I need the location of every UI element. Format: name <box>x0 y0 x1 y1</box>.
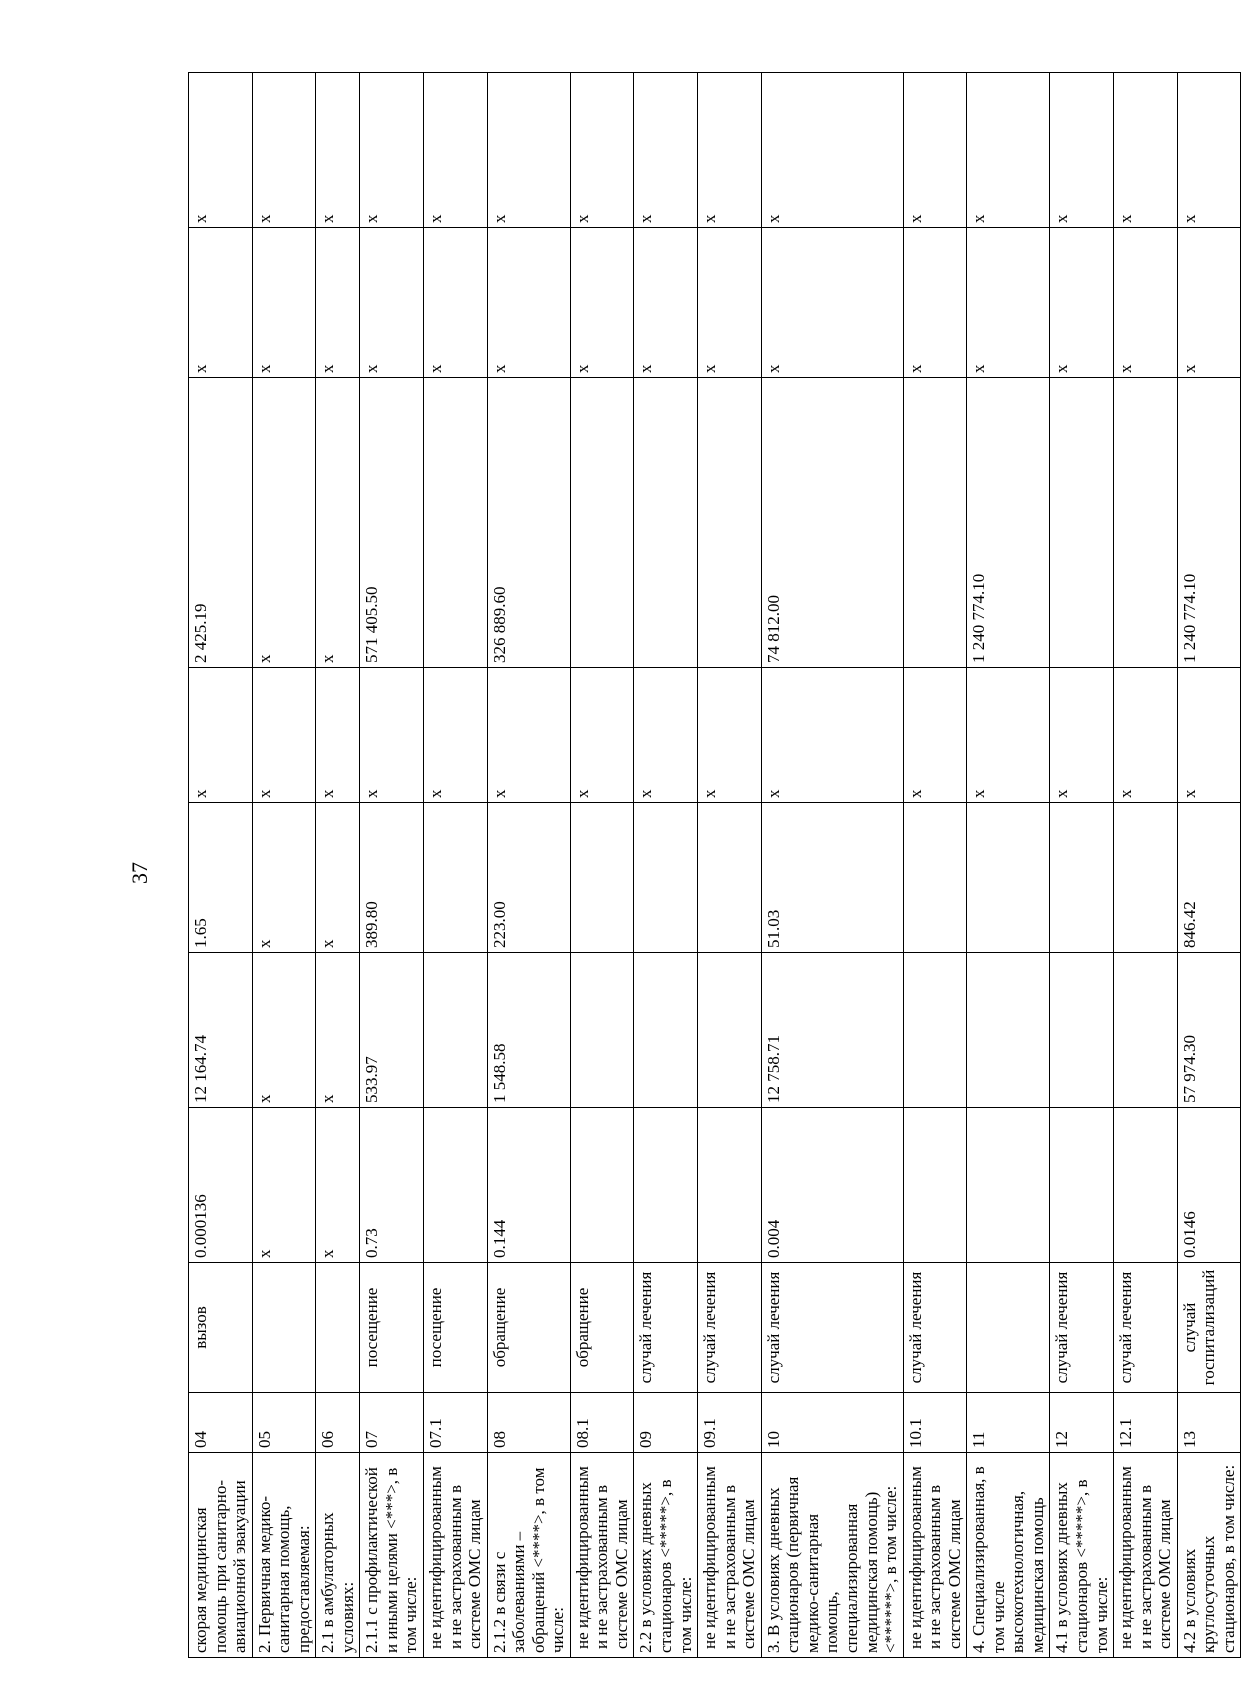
cell-row-code: 12.1 <box>1114 1393 1178 1453</box>
cell-cost: 57 974.30 <box>1177 953 1241 1108</box>
cell-col-x3: х <box>189 73 253 228</box>
cell-unit <box>252 1263 316 1393</box>
cell-cost: 12 164.74 <box>189 953 253 1108</box>
cell-amount: 1 240 774.10 <box>1177 378 1241 668</box>
cell-amount <box>570 378 634 668</box>
cell-amount: 571 405.50 <box>360 378 424 668</box>
cell-amount <box>1114 378 1178 668</box>
cell-cost <box>903 953 967 1108</box>
cell-cost <box>570 953 634 1108</box>
cell-col-x2: х <box>424 228 488 378</box>
table-row <box>570 73 634 1658</box>
cell-col-x3: х <box>424 73 488 228</box>
cell-col-x1: х <box>761 668 903 803</box>
cell-col-x2: х <box>903 228 967 378</box>
cell-row-code: 12 <box>1050 1393 1114 1453</box>
cell-volume: 0.000136 <box>189 1108 253 1263</box>
cell-col-x1: х <box>570 668 634 803</box>
table-row <box>903 73 967 1658</box>
cell-row-code: 06 <box>316 1393 360 1453</box>
cell-row-code: 04 <box>189 1393 253 1453</box>
cell-amount: х <box>252 378 316 668</box>
cell-volume <box>634 1108 698 1263</box>
cell-unit: обращение <box>487 1263 570 1393</box>
cell-volume: 0.0146 <box>1177 1108 1241 1263</box>
data-table <box>188 72 1241 1658</box>
cell-col-x3: х <box>634 73 698 228</box>
cell-unit: случай госпитализаций <box>1177 1263 1241 1393</box>
cell-row-code: 09.1 <box>698 1393 762 1453</box>
cell-row-label: не идентифицированным и не застрахованным в системе ОМС лицам <box>698 1453 762 1658</box>
cell-col-x2: х <box>698 228 762 378</box>
cell-row-code: 05 <box>252 1393 316 1453</box>
cell-cost <box>698 953 762 1108</box>
cell-col-x1: х <box>1050 668 1114 803</box>
cell-row-code: 13 <box>1177 1393 1241 1453</box>
table-row <box>761 73 903 1658</box>
cell-row-code: 09 <box>634 1393 698 1453</box>
cell-amount: х <box>316 378 360 668</box>
table-row <box>424 73 488 1658</box>
cell-col-x1: х <box>1177 668 1241 803</box>
cell-row-label: 2.1 в амбулаторных условиях: <box>316 1453 360 1658</box>
cell-row-label: 4. Специализированная, в том числе высокотехнологичная, медицинская помощь <box>967 1453 1050 1658</box>
cell-amount <box>634 378 698 668</box>
cell-norm: 1.65 <box>189 803 253 953</box>
cell-col-x3: х <box>698 73 762 228</box>
cell-amount: 2 425.19 <box>189 378 253 668</box>
cell-norm <box>1114 803 1178 953</box>
cell-col-x2: х <box>1050 228 1114 378</box>
cell-unit: случай лечения <box>903 1263 967 1393</box>
cell-unit: обращение <box>570 1263 634 1393</box>
table-row <box>252 73 316 1658</box>
cell-volume: 0.73 <box>360 1108 424 1263</box>
cell-col-x2: х <box>252 228 316 378</box>
cell-amount <box>1050 378 1114 668</box>
cell-row-code: 07 <box>360 1393 424 1453</box>
cell-volume: х <box>316 1108 360 1263</box>
cell-norm: 389.80 <box>360 803 424 953</box>
cell-col-x1: х <box>634 668 698 803</box>
cell-col-x2: х <box>487 228 570 378</box>
cell-col-x3: х <box>360 73 424 228</box>
table-row <box>1050 73 1114 1658</box>
cell-row-code: 11 <box>967 1393 1050 1453</box>
cell-amount: 1 240 774.10 <box>967 378 1050 668</box>
cell-volume: 0.144 <box>487 1108 570 1263</box>
cell-col-x3: х <box>487 73 570 228</box>
cell-volume <box>967 1108 1050 1263</box>
table-row <box>487 73 570 1658</box>
cell-unit <box>316 1263 360 1393</box>
cell-norm: 51.03 <box>761 803 903 953</box>
cell-row-code: 10.1 <box>903 1393 967 1453</box>
cell-col-x1: х <box>316 668 360 803</box>
cell-norm <box>698 803 762 953</box>
cell-col-x2: х <box>761 228 903 378</box>
cell-col-x1: х <box>252 668 316 803</box>
cell-norm <box>424 803 488 953</box>
page-number: 37 <box>127 862 152 884</box>
cell-unit: посещение <box>360 1263 424 1393</box>
cell-row-code: 07.1 <box>424 1393 488 1453</box>
cell-row-label: не идентифицированным и не застрахованным в системе ОМС лицам <box>1114 1453 1178 1658</box>
table-row <box>1114 73 1178 1658</box>
cell-col-x1: х <box>189 668 253 803</box>
table-row <box>189 73 253 1658</box>
cell-unit: случай лечения <box>761 1263 903 1393</box>
cell-row-label: не идентифицированным и не застрахованным в системе ОМС лицам <box>424 1453 488 1658</box>
cell-volume: 0.004 <box>761 1108 903 1263</box>
cell-col-x2: х <box>1177 228 1241 378</box>
cell-col-x2: х <box>634 228 698 378</box>
cell-norm: 223.00 <box>487 803 570 953</box>
cell-amount <box>903 378 967 668</box>
cell-col-x3: х <box>903 73 967 228</box>
cell-col-x2: х <box>967 228 1050 378</box>
cell-volume <box>1114 1108 1178 1263</box>
cell-volume <box>903 1108 967 1263</box>
table-row <box>967 73 1050 1658</box>
cell-row-label: 3. В условиях дневных стационаров (первичная медико-санитарная помощь, специализированная медицинская помощь) <******>, в том числе: <box>761 1453 903 1658</box>
cell-volume: х <box>252 1108 316 1263</box>
cell-unit: случай лечения <box>1114 1263 1178 1393</box>
cell-col-x1: х <box>360 668 424 803</box>
cell-col-x3: х <box>316 73 360 228</box>
cell-norm <box>903 803 967 953</box>
table-row <box>1177 73 1241 1658</box>
cell-unit: посещение <box>424 1263 488 1393</box>
cell-cost <box>1050 953 1114 1108</box>
cell-amount: 74 812.00 <box>761 378 903 668</box>
cell-cost <box>634 953 698 1108</box>
cell-unit <box>967 1263 1050 1393</box>
cell-row-label: не идентифицированным и не застрахованным в системе ОМС лицам <box>903 1453 967 1658</box>
table-row <box>316 73 360 1658</box>
cell-cost <box>424 953 488 1108</box>
table-row <box>360 73 424 1658</box>
cell-row-label: скорая медицинская помощь при санитарно-авиационной эвакуации <box>189 1453 253 1658</box>
cell-cost: х <box>316 953 360 1108</box>
cell-cost <box>1114 953 1178 1108</box>
cell-col-x2: х <box>1114 228 1178 378</box>
cell-unit: случай лечения <box>634 1263 698 1393</box>
cell-col-x3: х <box>967 73 1050 228</box>
cell-col-x2: х <box>316 228 360 378</box>
rotated-table-container <box>188 78 1238 1658</box>
cell-row-label: 2. Первичная медико-санитарная помощь, предоставляемая: <box>252 1453 316 1658</box>
cell-cost: 12 758.71 <box>761 953 903 1108</box>
cell-col-x1: х <box>424 668 488 803</box>
cell-col-x2: х <box>360 228 424 378</box>
cell-row-label: 2.2 в условиях дневных стационаров <*****>, в том числе: <box>634 1453 698 1658</box>
cell-col-x1: х <box>487 668 570 803</box>
cell-row-label: 4.2 в условиях круглосуточных стационаров, в том числе: <box>1177 1453 1241 1658</box>
cell-norm: х <box>252 803 316 953</box>
cell-volume <box>570 1108 634 1263</box>
cell-col-x2: х <box>189 228 253 378</box>
table-row <box>698 73 762 1658</box>
cell-norm: х <box>316 803 360 953</box>
cell-norm <box>634 803 698 953</box>
cell-col-x3: х <box>761 73 903 228</box>
cell-col-x3: х <box>1177 73 1241 228</box>
cell-row-code: 08.1 <box>570 1393 634 1453</box>
cell-unit: случай лечения <box>698 1263 762 1393</box>
cell-norm <box>967 803 1050 953</box>
cell-col-x1: х <box>1114 668 1178 803</box>
cell-col-x1: х <box>967 668 1050 803</box>
cell-col-x1: х <box>903 668 967 803</box>
cell-row-label: 2.1.2 в связи с заболеваниями – обращений <****>, в том числе: <box>487 1453 570 1658</box>
cell-cost: х <box>252 953 316 1108</box>
cell-row-label: 4.1 в условиях дневных стационаров <*****>, в том числе: <box>1050 1453 1114 1658</box>
cell-amount: 326 889.60 <box>487 378 570 668</box>
cell-volume <box>424 1108 488 1263</box>
cell-col-x2: х <box>570 228 634 378</box>
cell-col-x3: х <box>1114 73 1178 228</box>
cell-col-x1: х <box>698 668 762 803</box>
cell-cost <box>967 953 1050 1108</box>
cell-norm <box>570 803 634 953</box>
cell-col-x3: х <box>1050 73 1114 228</box>
cell-row-label: не идентифицированным и не застрахованным в системе ОМС лицам <box>570 1453 634 1658</box>
cell-row-code: 08 <box>487 1393 570 1453</box>
cell-cost: 533.97 <box>360 953 424 1108</box>
cell-volume <box>1050 1108 1114 1263</box>
cell-row-code: 10 <box>761 1393 903 1453</box>
cell-amount <box>698 378 762 668</box>
cell-unit: случай лечения <box>1050 1263 1114 1393</box>
cell-col-x3: х <box>252 73 316 228</box>
cell-unit: вызов <box>189 1263 253 1393</box>
cell-volume <box>698 1108 762 1263</box>
cell-amount <box>424 378 488 668</box>
cell-col-x3: х <box>570 73 634 228</box>
cell-row-label: 2.1.1 с профилактической и иными целями <***>, в том числе: <box>360 1453 424 1658</box>
cell-norm <box>1050 803 1114 953</box>
cell-norm: 846.42 <box>1177 803 1241 953</box>
table-row <box>634 73 698 1658</box>
cell-cost: 1 548.58 <box>487 953 570 1108</box>
